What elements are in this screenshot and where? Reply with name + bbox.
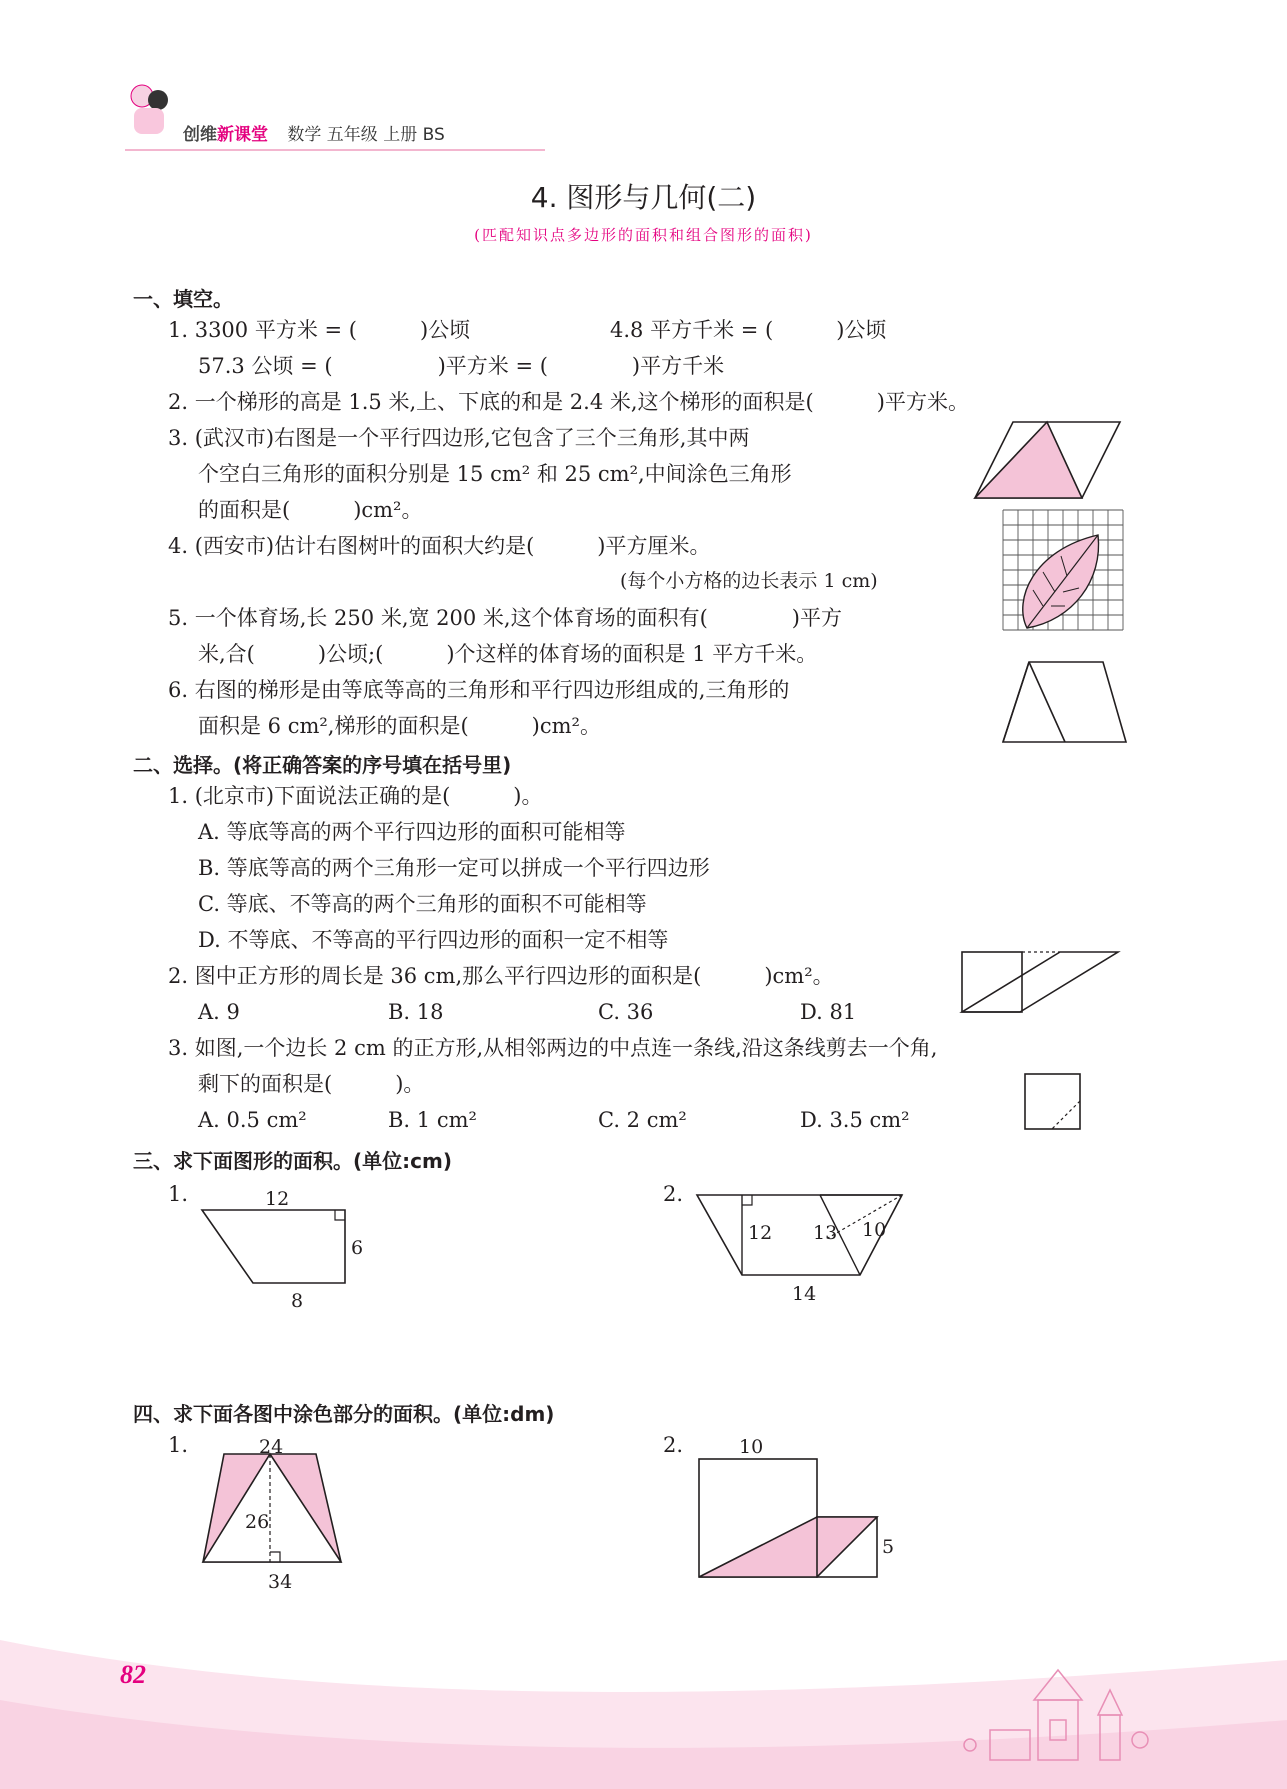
s2-q1-option-d: D. 不等底、不等高的平行四边形的面积一定不相等 xyxy=(198,928,669,952)
s4-f1-top-label: 24 xyxy=(259,1436,284,1458)
s2-q1: 1. (北京市)下面说法正确的是( )。 xyxy=(168,784,543,808)
page-number: 82 xyxy=(120,1660,146,1689)
leaf-grid-figure xyxy=(1003,510,1128,635)
s2-q3-option-c: C. 2 cm² xyxy=(598,1108,687,1132)
cut-square-figure xyxy=(1023,1072,1085,1134)
s2-q2-option-b: B. 18 xyxy=(388,1000,444,1024)
s4-number-1: 1. xyxy=(168,1433,189,1457)
brand-a: 创维 xyxy=(183,125,217,145)
s3-f1-right-label: 6 xyxy=(351,1237,364,1259)
s1-q1b: 4.8 平方千米 = ( )公顷 xyxy=(610,318,887,342)
s3-f1-bottom-label: 8 xyxy=(291,1290,304,1312)
s3-f2-height-label: 12 xyxy=(748,1222,773,1244)
s2-q2-option-c: C. 36 xyxy=(598,1000,654,1024)
s2-q3-option-a: A. 0.5 cm² xyxy=(198,1108,307,1132)
s2-q2-option-d: D. 81 xyxy=(800,1000,857,1024)
s3-f2-side-label: 13 xyxy=(813,1222,838,1244)
trapezoid-figure xyxy=(1003,660,1138,750)
s2-q2-option-a: A. 9 xyxy=(198,1000,240,1024)
s1-q3b: 个空白三角形的面积分别是 15 cm² 和 25 cm²,中间涂色三角形 xyxy=(198,462,792,486)
header-mascot-icon xyxy=(128,82,168,142)
s1-q1a: 1. 3300 平方米 = ( )公顷 xyxy=(168,318,471,342)
header-line xyxy=(183,120,445,145)
s2-q3-option-d: D. 3.5 cm² xyxy=(800,1108,910,1132)
section-4-title: 四、求下面各图中涂色部分的面积。(单位:dm) xyxy=(133,1402,555,1426)
s3-figure-1 xyxy=(200,1208,360,1308)
s1-q2: 2. 一个梯形的高是 1.5 米,上、下底的和是 2.4 米,这个梯形的面积是( )平方米。 xyxy=(168,390,969,414)
s1-q1c: 57.3 公顷 = ( )平方米 = ( )平方千米 xyxy=(198,354,725,378)
s2-q1-option-c: C. 等底、不等高的两个三角形的面积不可能相等 xyxy=(198,892,647,916)
s4-number-2: 2. xyxy=(663,1433,684,1457)
s1-q3c: 的面积是( )cm²。 xyxy=(198,498,423,522)
parallelogram-figure xyxy=(975,420,1135,510)
s4-f1-height-label: 26 xyxy=(245,1511,270,1533)
header-underline xyxy=(125,146,555,156)
s2-q3-option-b: B. 1 cm² xyxy=(388,1108,477,1132)
s4-f2-right-label: 5 xyxy=(882,1536,895,1558)
s4-f2-top-label: 10 xyxy=(739,1436,764,1458)
section-1-title: 一、填空。 xyxy=(133,287,233,311)
s4-figure-1 xyxy=(200,1452,345,1567)
s1-q4-note: (每个小方格的边长表示 1 cm) xyxy=(620,570,878,592)
page-title: 4. 图形与几何(二) xyxy=(530,181,757,214)
s2-q1-option-a: A. 等底等高的两个平行四边形的面积可能相等 xyxy=(198,820,626,844)
s3-f2-perp-label: 10 xyxy=(862,1219,887,1241)
square-parallelogram-figure xyxy=(960,950,1130,1020)
s1-q3a: 3. (武汉市)右图是一个平行四边形,它包含了三个三角形,其中两 xyxy=(168,426,750,450)
s1-q5a: 5. 一个体育场,长 250 米,宽 200 米,这个体育场的面积有( )平方 xyxy=(168,606,842,630)
s1-q4: 4. (西安市)估计右图树叶的面积大约是( )平方厘米。 xyxy=(168,534,711,558)
s1-q6a: 6. 右图的梯形是由等底等高的三角形和平行四边形组成的,三角形的 xyxy=(168,678,790,702)
section-3-title: 三、求下面图形的面积。(单位:cm) xyxy=(133,1149,452,1173)
s1-q6b: 面积是 6 cm²,梯形的面积是( )cm²。 xyxy=(198,714,601,738)
s3-f1-top-label: 12 xyxy=(265,1188,290,1210)
s1-q5b: 米,合( )公顷;( )个这样的体育场的面积是 1 平方千米。 xyxy=(198,642,818,666)
s2-q3a: 3. 如图,一个边长 2 cm 的正方形,从相邻两边的中点连一条线,沿这条线剪去一个角, xyxy=(168,1036,938,1060)
castle-decoration-icon xyxy=(960,1660,1180,1770)
s3-number-1: 1. xyxy=(168,1182,189,1206)
s2-q2: 2. 图中正方形的周长是 36 cm,那么平行四边形的面积是( )cm²。 xyxy=(168,964,834,988)
s2-q3b: 剩下的面积是( )。 xyxy=(198,1072,425,1096)
s2-q1-option-b: B. 等底等高的两个三角形一定可以拼成一个平行四边形 xyxy=(198,856,710,880)
s4-figure-2 xyxy=(697,1457,882,1582)
page-subtitle: (匹配知识点多边形的面积和组合图形的面积) xyxy=(474,226,813,244)
brand-b: 新课堂 xyxy=(217,125,268,145)
s4-f1-bottom-label: 34 xyxy=(268,1571,293,1593)
header-subject: 数学 五年级 上册 BS xyxy=(287,125,445,145)
s3-number-2: 2. xyxy=(663,1182,684,1206)
s3-f2-bottom-label: 14 xyxy=(792,1283,817,1305)
section-2-title: 二、选择。(将正确答案的序号填在括号里) xyxy=(133,753,512,777)
